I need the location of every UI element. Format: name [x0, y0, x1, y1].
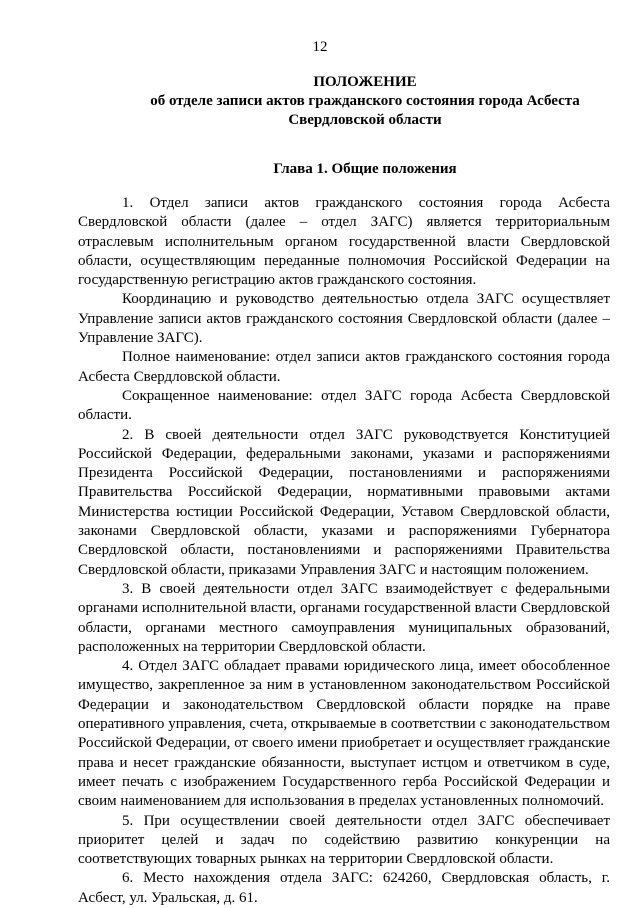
- chapter-heading: Глава 1. Общие положения: [273, 161, 457, 177]
- paragraph-short-name: Сокращенное наименование: отдел ЗАГС города Асбеста Свердловской области.: [78, 387, 610, 424]
- paragraph-5: 5. При осуществлении своей деятельности отдел ЗАГС обеспечивает приоритет целей и задач по содействию развитию конкуренции на соответствующих товарных рынках на территории Свердловской области.: [78, 812, 610, 868]
- paragraph-1-1: 1. Отдел записи актов гражданского состояния города Асбеста Свердловской области (далее – отдел ЗАГС) является территориальным отраслевым исполнительным органом государственной власти Свердловской области, осуществляющим переданные полномочия Российской Федерации на государственную регистрацию актов гражданского состояния.: [78, 195, 610, 289]
- paragraph-coordination: Координацию и руководство деятельностью отдела ЗАГС осуществляет Управление записи актов гражданского состояния Свердловской области (далее – Управление ЗАГС).: [78, 291, 610, 347]
- paragraph-6: 6. Место нахождения отдела ЗАГС: 624260, Свердловская область, г. Асбест, ул. Уральская, д. 61.: [78, 870, 610, 906]
- paragraph-3: 3. В своей деятельности отдел ЗАГС взаимодействует с федеральными органами исполнительной власти, органами государственной власти Свердловской области, органами местного самоуправления муниципальных образований, расположенных на территории Свердловской области.: [78, 580, 610, 655]
- paragraph-2: 2. В своей деятельности отдел ЗАГС руководствуется Конституцией Российской Федерации, федеральными законами, указами и распоряжениями Президента Российской Федерации, постановлениями и распоряжениями Правительства Российской Федерации, нормативными правовыми актами Министерства юстиции Российской Федерации, Уставом Свердловской области, законами Свердловской области, указами и распоряжениями Губернатора Свердловской области, постановлениями и распоряжениями Правительства Свердловской области, приказами Управления ЗАГС и настоящим положением.: [78, 426, 610, 578]
- document-title: [150, 73, 580, 130]
- paragraph-4: 4. Отдел ЗАГС обладает правами юридического лица, имеет обособленное имущество, закрепленное за ним в установленном законодательством Российской Федерации и законодательством Свердловской области порядке на праве оперативного управления, счета, открываемые в соответствии с законодательством Российской Федерации, от своего имени приобретает и осуществляет гражданские права и несет гражданские обязанности, выступает истцом и ответчиком в суде, имеет печать с изображением Государственного герба Российской Федерации и своим наименованием для использования в пределах установленных полномочий.: [78, 658, 610, 810]
- title-line-2: об отделе записи актов гражданского состояния города Асбеста: [150, 93, 580, 109]
- document-body: [78, 194, 610, 908]
- paragraph-full-name: Полное наименование: отдел записи актов гражданского состояния города Асбеста Свердловской области.: [78, 349, 610, 385]
- page-number: 12: [312, 39, 328, 55]
- title-line-3: Свердловской области: [288, 112, 442, 128]
- title-line-1: ПОЛОЖЕНИЕ: [313, 74, 417, 90]
